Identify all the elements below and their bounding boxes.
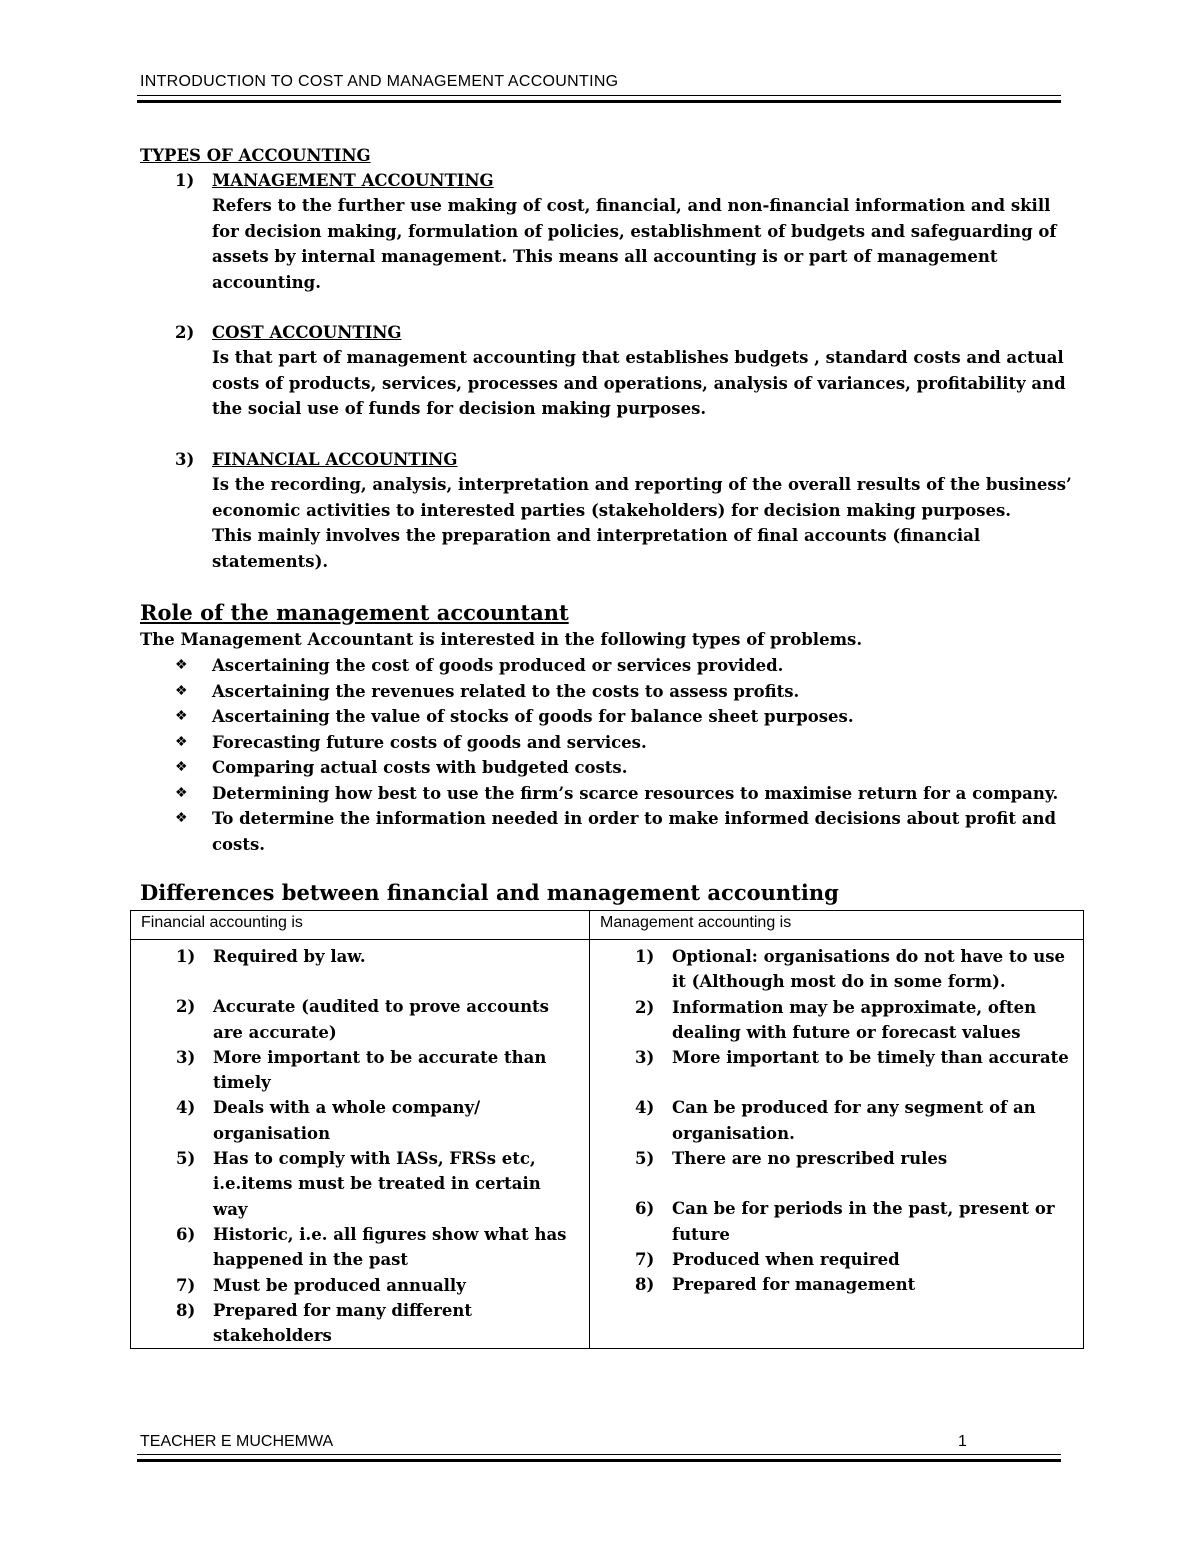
item-text: Historic, i.e. all figures show what has happened in the past: [213, 1224, 567, 1270]
type-title-management: MANAGEMENT ACCOUNTING: [212, 171, 494, 190]
footer-rule-thin: [137, 1454, 1061, 1455]
table-row: [131, 940, 1084, 1349]
item-text: Produced when required: [672, 1249, 900, 1269]
table-header-row: [131, 911, 1084, 940]
list-item: [131, 1273, 579, 1298]
diamond-bullet-icon: ❖: [175, 784, 188, 801]
management-cell: [590, 940, 1084, 1349]
diamond-bullet-icon: ❖: [175, 759, 188, 775]
type-title-financial: FINANCIAL ACCOUNTING: [212, 450, 458, 469]
item-number: 4): [176, 1098, 196, 1118]
differences-table: [130, 910, 1084, 1349]
management-list: [590, 940, 1083, 1298]
list-item: [175, 806, 1075, 857]
item-text: Prepared for management: [672, 1275, 916, 1295]
item-text: Has to comply with IASs, FRSs etc, i.e.items must be treated in certain way: [213, 1149, 541, 1219]
list-item: [590, 944, 1073, 995]
item-text: Deals with a whole company/ organisation: [213, 1098, 481, 1143]
description-line: the social use of funds for decision making purposes.: [212, 399, 707, 418]
list-item: [131, 1045, 579, 1096]
list-item: [131, 1298, 579, 1349]
financial-list: [131, 940, 589, 1348]
item-text: Required by law.: [213, 947, 366, 966]
list-item: [590, 1095, 1073, 1146]
description-line: for decision making, formulation of policies, establishment of budgets and safeguarding of: [212, 221, 1057, 241]
role-bullet-list: [175, 653, 1075, 857]
item-text: Accurate (audited to prove accounts are accurate): [213, 997, 549, 1042]
types-heading: TYPES OF ACCOUNTING: [140, 146, 371, 165]
footer-author: TEACHER E MUCHEMWA: [140, 1433, 334, 1450]
page-header-title: INTRODUCTION TO COST AND MANAGEMENT ACCOUNTING: [140, 73, 619, 90]
list-item: [175, 704, 1075, 730]
list-item: [131, 1146, 579, 1222]
list-item: [590, 995, 1073, 1046]
bullet-text: To determine the information needed in order to make informed decisions about profit and costs.: [212, 809, 1056, 854]
item-number: 7): [635, 1249, 655, 1269]
item-number: 5): [635, 1149, 655, 1169]
item-number: 3): [176, 1047, 196, 1067]
item-text: More important to be timely than accurate: [672, 1048, 1069, 1068]
bullet-text: Ascertaining the value of stocks of goods for balance sheet purposes.: [212, 707, 854, 726]
diamond-bullet-icon: ❖: [175, 733, 188, 750]
type-description-financial: [212, 472, 1072, 574]
list-item: [175, 679, 1075, 705]
list-item: [590, 1247, 1073, 1272]
type-number-3: 3): [175, 450, 195, 469]
diamond-bullet-icon: ❖: [175, 682, 188, 699]
description-line: assets by internal management. This means all accounting is or part of management: [212, 247, 998, 266]
item-text: More important to be accurate than timely: [213, 1047, 547, 1093]
item-text: Information may be approximate, often dealing with future or forecast values: [672, 997, 1037, 1042]
list-item: [590, 1272, 1073, 1297]
item-text: Can be for periods in the past, present or future: [672, 1199, 1055, 1244]
column-header-financial: Financial accounting is: [131, 911, 590, 940]
item-number: 5): [176, 1149, 196, 1169]
bullet-text: Forecasting future costs of goods and services.: [212, 732, 647, 752]
item-number: 3): [635, 1048, 655, 1068]
list-item: [590, 1196, 1073, 1247]
description-line: statements).: [212, 551, 329, 571]
page-number: 1: [958, 1433, 967, 1450]
role-heading: Role of the management accountant: [140, 600, 569, 625]
item-number: 1): [176, 947, 196, 966]
header-rule-thin: [137, 95, 1061, 96]
item-text: Must be produced annually: [213, 1275, 466, 1295]
list-item: [590, 1045, 1073, 1070]
bullet-text: Determining how best to use the firm’s scarce resources to maximise return for a company.: [212, 783, 1059, 803]
description-line: economic activities to interested parties (stakeholders) for decision making purposes.: [212, 500, 1012, 520]
item-text: There are no prescribed rules: [672, 1149, 948, 1169]
item-number: 2): [176, 997, 196, 1017]
header-rule-thick: [137, 100, 1061, 103]
type-title-cost: COST ACCOUNTING: [212, 323, 402, 342]
footer-rule-thick: [137, 1459, 1061, 1462]
type-number-1: 1): [175, 171, 195, 190]
description-line: Refers to the further use making of cost, financial, and non-financial information and skill: [212, 196, 1051, 215]
description-line: This mainly involves the preparation and interpretation of final accounts (financial: [212, 526, 981, 545]
list-item: [131, 994, 579, 1045]
diamond-bullet-icon: ❖: [175, 810, 188, 826]
type-number-2: 2): [175, 323, 195, 342]
role-intro: The Management Accountant is interested in the following types of problems.: [140, 630, 863, 649]
diamond-bullet-icon: ❖: [175, 657, 188, 673]
type-description-cost: [212, 345, 1072, 422]
item-text: Prepared for many different stakeholders: [213, 1300, 472, 1346]
item-number: 6): [635, 1199, 655, 1219]
item-number: 4): [635, 1098, 655, 1118]
item-text: Can be produced for any segment of an organisation.: [672, 1098, 1036, 1143]
item-text: Optional: organisations do not have to use it (Although most do in some form).: [672, 947, 1066, 992]
column-header-management: Management accounting is: [590, 911, 1084, 940]
list-item: [175, 755, 1075, 781]
list-item: [131, 1095, 579, 1146]
item-number: 8): [635, 1275, 655, 1295]
differences-heading: Differences between financial and management accounting: [140, 880, 839, 905]
list-item: [175, 653, 1075, 679]
item-number: 8): [176, 1300, 196, 1320]
description-line: accounting.: [212, 272, 321, 292]
item-number: 2): [635, 997, 655, 1017]
description-line: Is the recording, analysis, interpretation and reporting of the overall results of the business’: [212, 475, 1072, 494]
item-number: 1): [635, 947, 655, 966]
bullet-text: Comparing actual costs with budgeted costs.: [212, 758, 628, 777]
list-item: [131, 1222, 579, 1273]
type-description-management: [212, 193, 1072, 295]
item-number: 6): [176, 1224, 196, 1244]
list-item: [175, 730, 1075, 756]
list-item: [175, 781, 1075, 807]
list-item: [590, 1146, 1073, 1171]
item-number: 7): [176, 1275, 196, 1295]
description-line: costs of products, services, processes and operations, analysis of variances, profitability and: [212, 373, 1066, 393]
financial-cell: [131, 940, 590, 1349]
description-line: Is that part of management accounting that establishes budgets , standard costs and actual: [212, 348, 1064, 367]
bullet-text: Ascertaining the cost of goods produced or services provided.: [212, 656, 784, 675]
bullet-text: Ascertaining the revenues related to the costs to assess profits.: [212, 681, 800, 701]
list-item: [131, 944, 579, 969]
diamond-bullet-icon: ❖: [175, 708, 188, 724]
